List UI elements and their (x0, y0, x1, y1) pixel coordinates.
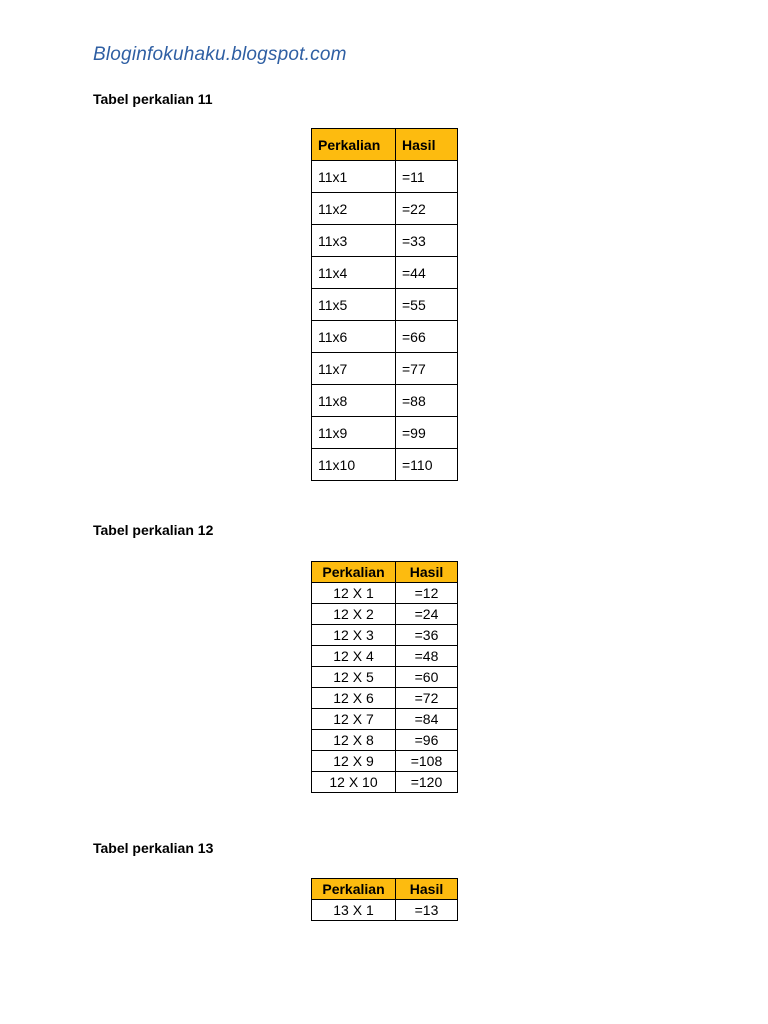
cell-perkalian: 11x10 (312, 449, 396, 481)
cell-hasil: =96 (396, 730, 458, 751)
table-11-heading: Tabel perkalian 11 (93, 91, 213, 107)
table-row (312, 688, 458, 709)
cell-hasil: =13 (396, 900, 458, 921)
column-header-perkalian: Perkalian (312, 562, 396, 583)
table-header-row (312, 562, 458, 583)
cell-hasil: =48 (396, 646, 458, 667)
column-header-perkalian: Perkalian (312, 129, 396, 161)
table-row (312, 667, 458, 688)
cell-hasil: =84 (396, 709, 458, 730)
cell-hasil: =36 (396, 625, 458, 646)
column-header-hasil: Hasil (396, 129, 458, 161)
cell-perkalian: 11x7 (312, 353, 396, 385)
cell-hasil: =66 (396, 321, 458, 353)
column-header-hasil: Hasil (396, 879, 458, 900)
multiplication-table-13 (311, 878, 458, 921)
table-row (312, 604, 458, 625)
table-12-heading: Tabel perkalian 12 (93, 522, 214, 538)
cell-perkalian: 13 X 1 (312, 900, 396, 921)
cell-perkalian: 12 X 7 (312, 709, 396, 730)
cell-hasil: =24 (396, 604, 458, 625)
cell-perkalian: 12 X 10 (312, 772, 396, 793)
cell-perkalian: 12 X 4 (312, 646, 396, 667)
cell-perkalian: 11x8 (312, 385, 396, 417)
table-row (312, 161, 458, 193)
table-row (312, 730, 458, 751)
cell-hasil: =108 (396, 751, 458, 772)
cell-hasil: =60 (396, 667, 458, 688)
cell-hasil: =12 (396, 583, 458, 604)
cell-perkalian: 12 X 5 (312, 667, 396, 688)
multiplication-table-12 (311, 561, 458, 793)
cell-hasil: =55 (396, 289, 458, 321)
column-header-perkalian: Perkalian (312, 879, 396, 900)
cell-perkalian: 11x5 (312, 289, 396, 321)
table-row (312, 257, 458, 289)
table-row (312, 900, 458, 921)
cell-hasil: =77 (396, 353, 458, 385)
multiplication-table-11 (311, 128, 458, 481)
table-row (312, 709, 458, 730)
cell-hasil: =120 (396, 772, 458, 793)
cell-perkalian: 11x1 (312, 161, 396, 193)
cell-perkalian: 11x2 (312, 193, 396, 225)
table-row (312, 193, 458, 225)
cell-perkalian: 11x4 (312, 257, 396, 289)
table-row (312, 321, 458, 353)
cell-perkalian: 12 X 9 (312, 751, 396, 772)
cell-perkalian: 11x9 (312, 417, 396, 449)
cell-perkalian: 11x6 (312, 321, 396, 353)
cell-hasil: =44 (396, 257, 458, 289)
table-row (312, 751, 458, 772)
cell-hasil: =99 (396, 417, 458, 449)
cell-perkalian: 12 X 6 (312, 688, 396, 709)
table-row (312, 646, 458, 667)
cell-perkalian: 12 X 1 (312, 583, 396, 604)
cell-perkalian: 12 X 3 (312, 625, 396, 646)
table-row (312, 583, 458, 604)
table-row (312, 385, 458, 417)
table-header-row (312, 129, 458, 161)
table-row (312, 417, 458, 449)
table-13-heading: Tabel perkalian 13 (93, 840, 214, 856)
cell-hasil: =22 (396, 193, 458, 225)
table-row (312, 353, 458, 385)
table-row (312, 289, 458, 321)
table-row (312, 225, 458, 257)
cell-perkalian: 11x3 (312, 225, 396, 257)
cell-hasil: =11 (396, 161, 458, 193)
table-header-row (312, 879, 458, 900)
cell-hasil: =33 (396, 225, 458, 257)
table-row (312, 449, 458, 481)
cell-perkalian: 12 X 2 (312, 604, 396, 625)
cell-hasil: =72 (396, 688, 458, 709)
cell-hasil: =110 (396, 449, 458, 481)
site-title: Bloginfokuhaku.blogspot.com (93, 44, 347, 65)
cell-perkalian: 12 X 8 (312, 730, 396, 751)
column-header-hasil: Hasil (396, 562, 458, 583)
table-row (312, 772, 458, 793)
table-row (312, 625, 458, 646)
cell-hasil: =88 (396, 385, 458, 417)
